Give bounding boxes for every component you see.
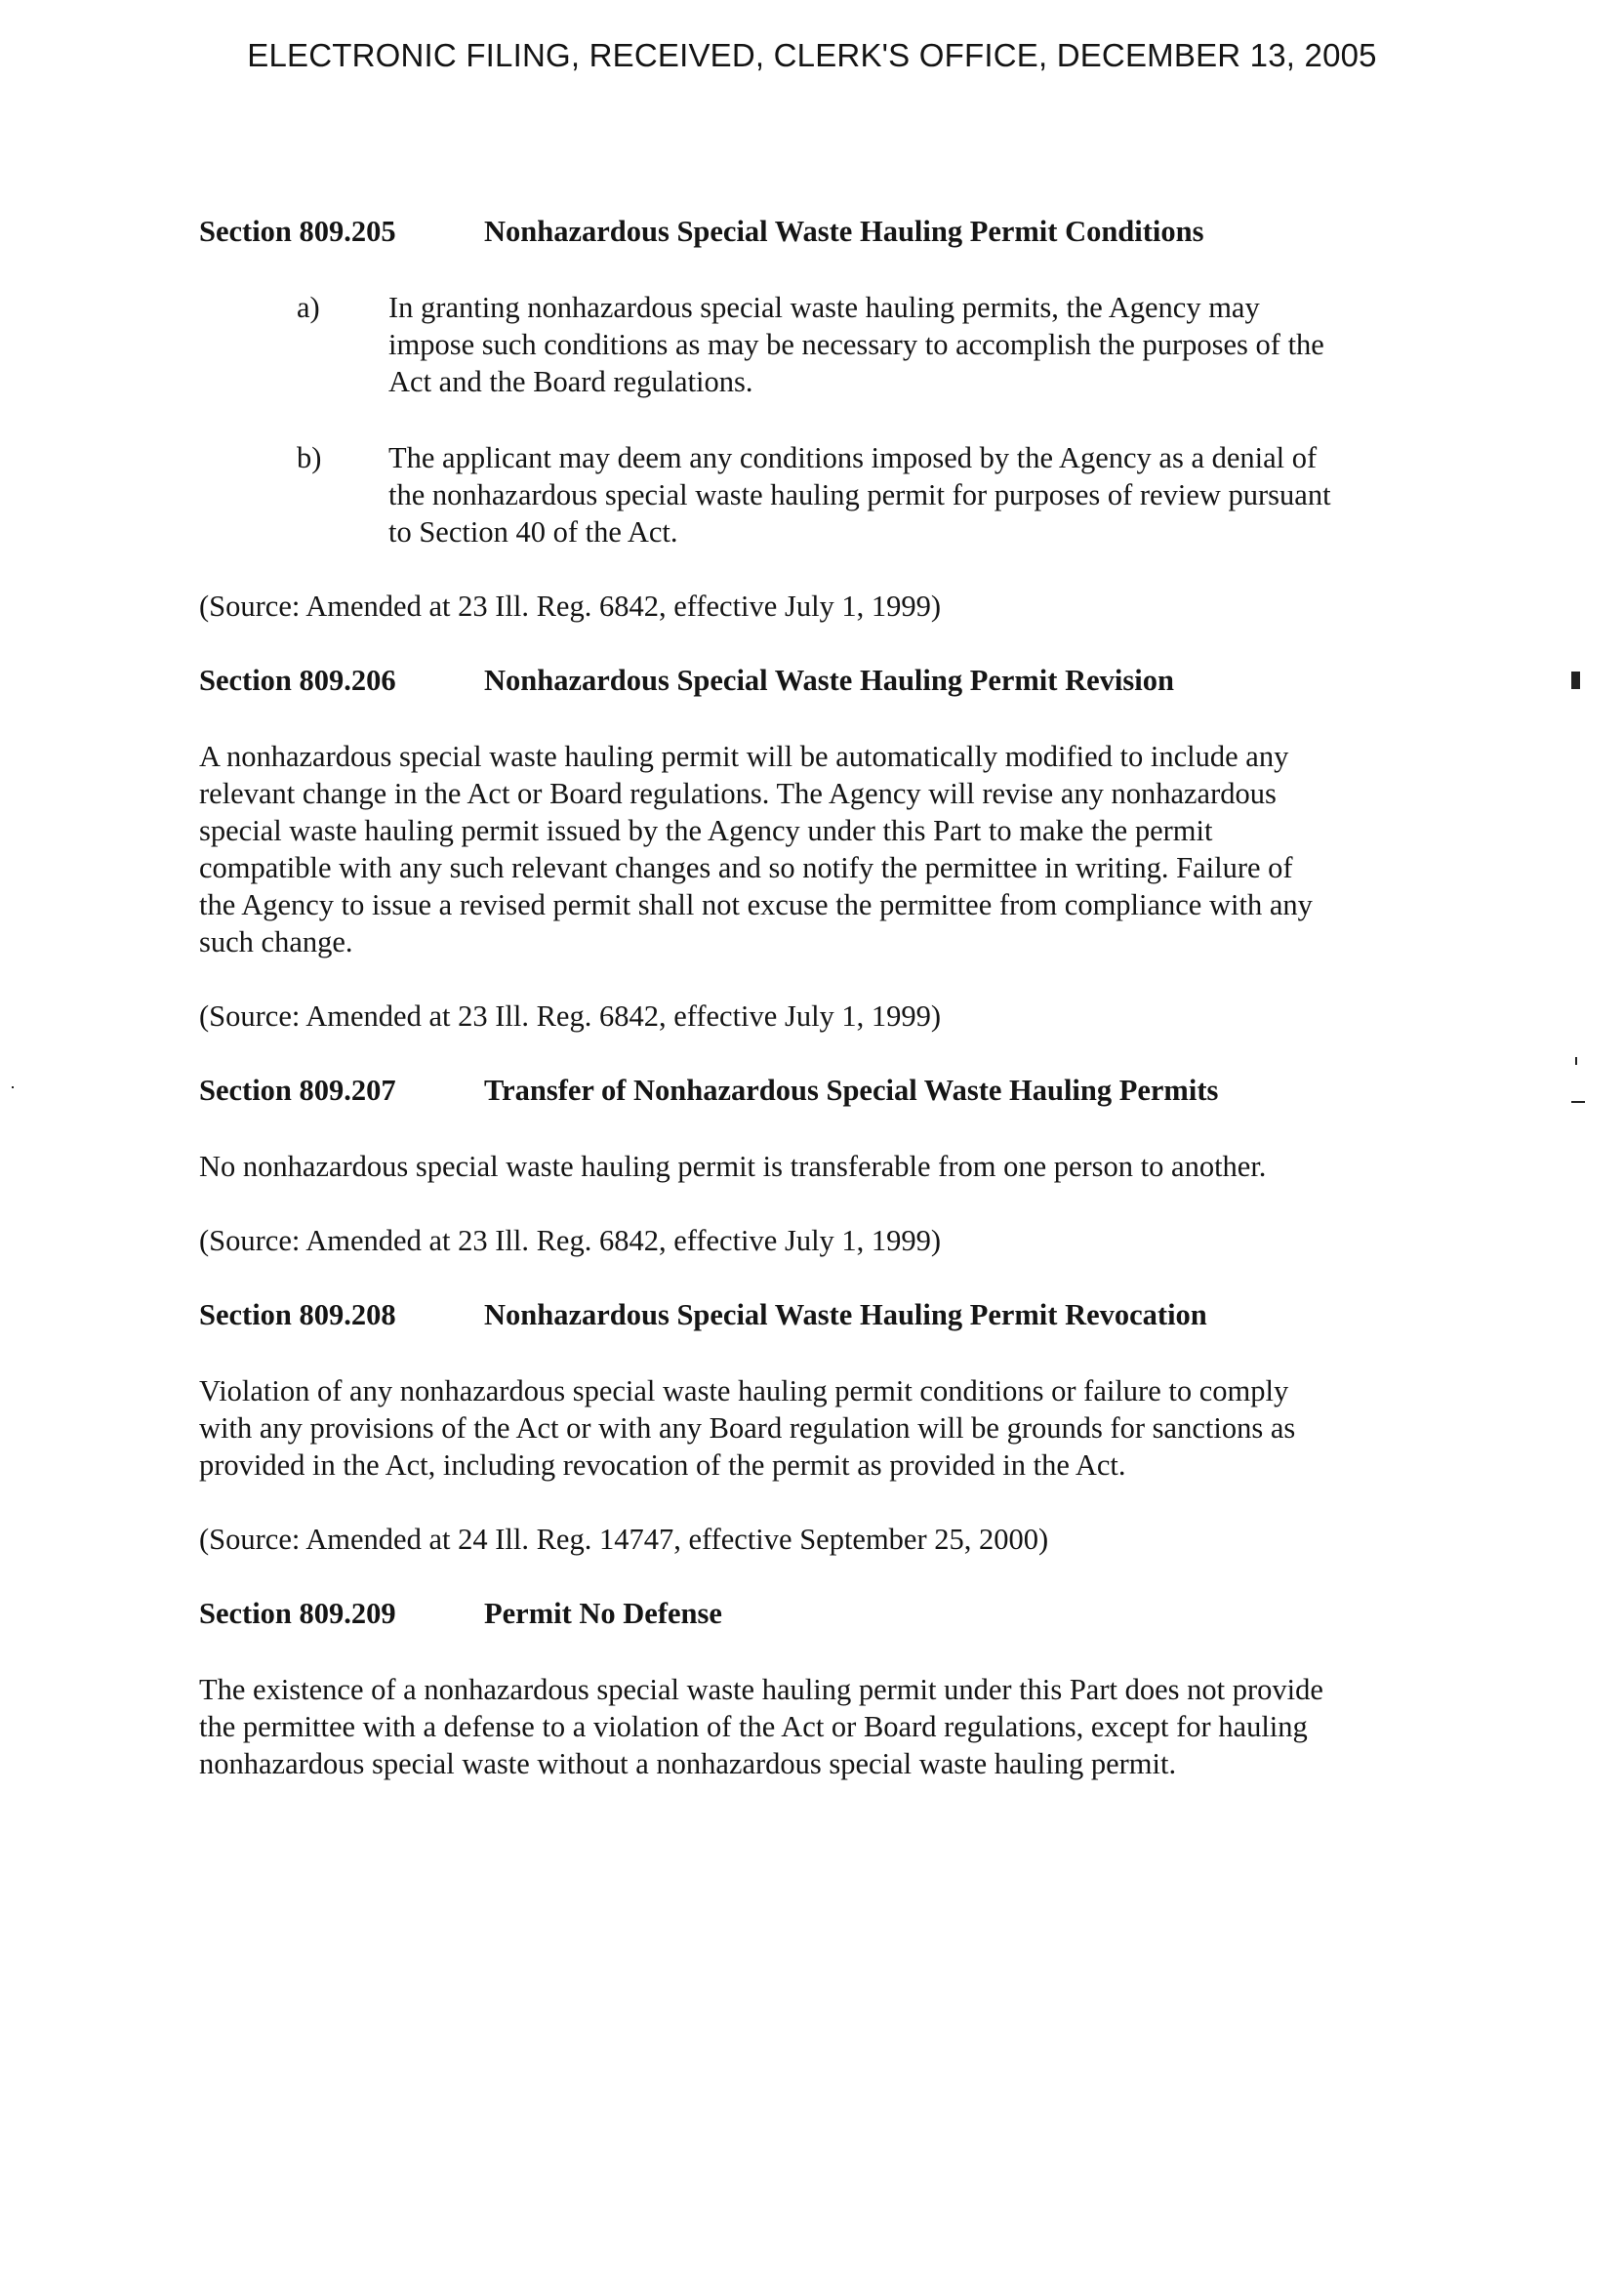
- section-number: Section 809.205: [199, 215, 396, 248]
- section-heading: [199, 662, 1331, 699]
- subsection-text: The applicant may deem any conditions imposed by the Agency as a denial of the nonhazardous special waste hauling permit for purposes of review pursuant to Section 40 of the Act.: [388, 441, 1331, 549]
- subsection-item: [199, 289, 1331, 400]
- scan-mark: [12, 1086, 14, 1088]
- section-title: Nonhazardous Special Waste Hauling Permit Revision: [484, 664, 1174, 697]
- section-heading: [199, 1072, 1331, 1109]
- section-number: Section 809.207: [199, 1074, 396, 1107]
- filing-stamp: ELECTRONIC FILING, RECEIVED, CLERK'S OFFICE, DECEMBER 13, 2005: [247, 37, 1377, 73]
- section-title: Nonhazardous Special Waste Hauling Permit Conditions: [484, 215, 1204, 248]
- scan-mark: [1575, 1057, 1577, 1065]
- source-note: (Source: Amended at 23 Ill. Reg. 6842, effective July 1, 1999): [199, 1224, 942, 1257]
- section-paragraph: Violation of any nonhazardous special waste hauling permit conditions or failure to comply with any provisions of the Act or with any Board regulation will be grounds for sanctions as provided in the Act, including revocation of the permit as provided in the Act.: [199, 1374, 1296, 1482]
- scan-mark: [1571, 672, 1580, 689]
- scan-mark: [1571, 1101, 1585, 1103]
- subsection-label: b): [297, 441, 322, 474]
- source-note: (Source: Amended at 24 Ill. Reg. 14747, effective September 25, 2000): [199, 1523, 1049, 1556]
- section-number: Section 809.209: [199, 1597, 396, 1630]
- section-title: Nonhazardous Special Waste Hauling Permit Revocation: [484, 1298, 1207, 1331]
- section-heading: [199, 1595, 1331, 1632]
- section-title: Permit No Defense: [484, 1597, 722, 1630]
- section-heading: [199, 1296, 1331, 1333]
- section-title: Transfer of Nonhazardous Special Waste Hauling Permits: [484, 1074, 1219, 1107]
- subsection-label: a): [297, 291, 320, 324]
- section-number: Section 809.206: [199, 664, 396, 697]
- section-number: Section 809.208: [199, 1298, 396, 1331]
- section-heading: [199, 213, 1331, 250]
- subsection-text: In granting nonhazardous special waste hauling permits, the Agency may impose such conditions as may be necessary to accomplish the purposes of the Act and the Board regulations.: [388, 291, 1324, 398]
- subsection-item: [199, 439, 1331, 550]
- document-body: [199, 213, 1331, 1782]
- source-note: (Source: Amended at 23 Ill. Reg. 6842, effective July 1, 1999): [199, 590, 942, 623]
- section-paragraph: No nonhazardous special waste hauling permit is transferable from one person to another.: [199, 1150, 1267, 1183]
- source-note: (Source: Amended at 23 Ill. Reg. 6842, effective July 1, 1999): [199, 999, 942, 1033]
- section-paragraph: The existence of a nonhazardous special waste hauling permit under this Part does not provide the permittee with a defense to a violation of the Act or Board regulations, except for hauling nonhazardous special waste without a nonhazardous special waste hauling permit.: [199, 1673, 1323, 1780]
- section-paragraph: A nonhazardous special waste hauling permit will be automatically modified to include any relevant change in the Act or Board regulations. The Agency will revise any nonhazardous special waste hauling permit issued by the Agency under this Part to make the permit compatible with any such relevant changes and so notify the permittee in writing. Failure of the Agency to issue a revised permit shall not excuse the permittee from compliance with any such change.: [199, 740, 1313, 958]
